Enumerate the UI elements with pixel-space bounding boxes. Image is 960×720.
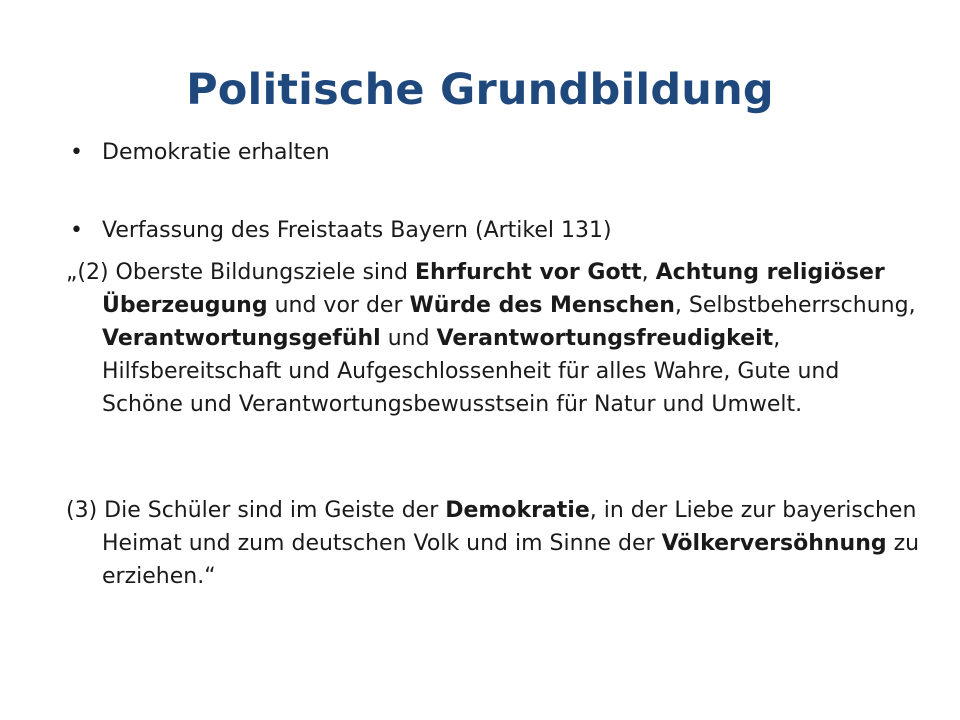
paragraph-text: und (380, 326, 437, 351)
slide-title: Politische Grundbildung (186, 65, 774, 115)
paragraph-text: , (641, 260, 656, 285)
paragraph-text: (3) Die Schüler sind im Geiste der (66, 498, 446, 523)
paragraph-text: „(2) Oberste Bildungsziele sind (66, 260, 415, 285)
article-paragraph-2 (66, 256, 922, 421)
paragraph-text: zu erziehen.“ (102, 531, 920, 589)
emphasized-term: Demokratie (445, 498, 590, 523)
emphasized-term: Verantwortungsfreudigkeit (436, 326, 774, 351)
paragraph-text: und vor der (267, 293, 410, 318)
paragraph-text: , in der Liebe zur bayerischen Heimat und zum deutschen Volk und im Sinne der (102, 498, 917, 556)
paragraph-text: , Selbstbeherrschung, (674, 293, 916, 318)
bullet-item-2 (70, 216, 612, 246)
emphasized-term: Achtung religiöser Überzeugung (102, 260, 885, 318)
bullet-item-1 (70, 138, 330, 168)
bullet-icon: • (70, 140, 83, 165)
emphasized-term: Verantwortungsgefühl (102, 326, 381, 351)
paragraph-text: , Hilfsbereitschaft und Aufgeschlossenheit für alles Wahre, Gute und Schöne und Verantwortungsbewusstsein für Natur und Umwelt. (102, 326, 840, 417)
bullet-text-1: Demokratie erhalten (102, 140, 330, 165)
emphasized-term: Würde des Menschen (409, 293, 675, 318)
emphasized-term: Ehrfurcht vor Gott (414, 260, 642, 285)
article-paragraph-3 (66, 494, 922, 593)
emphasized-term: Völkerversöhnung (661, 531, 887, 556)
bullet-icon: • (70, 218, 83, 243)
bullet-text-2: Verfassung des Freistaats Bayern (Artikel 131) (102, 218, 612, 243)
